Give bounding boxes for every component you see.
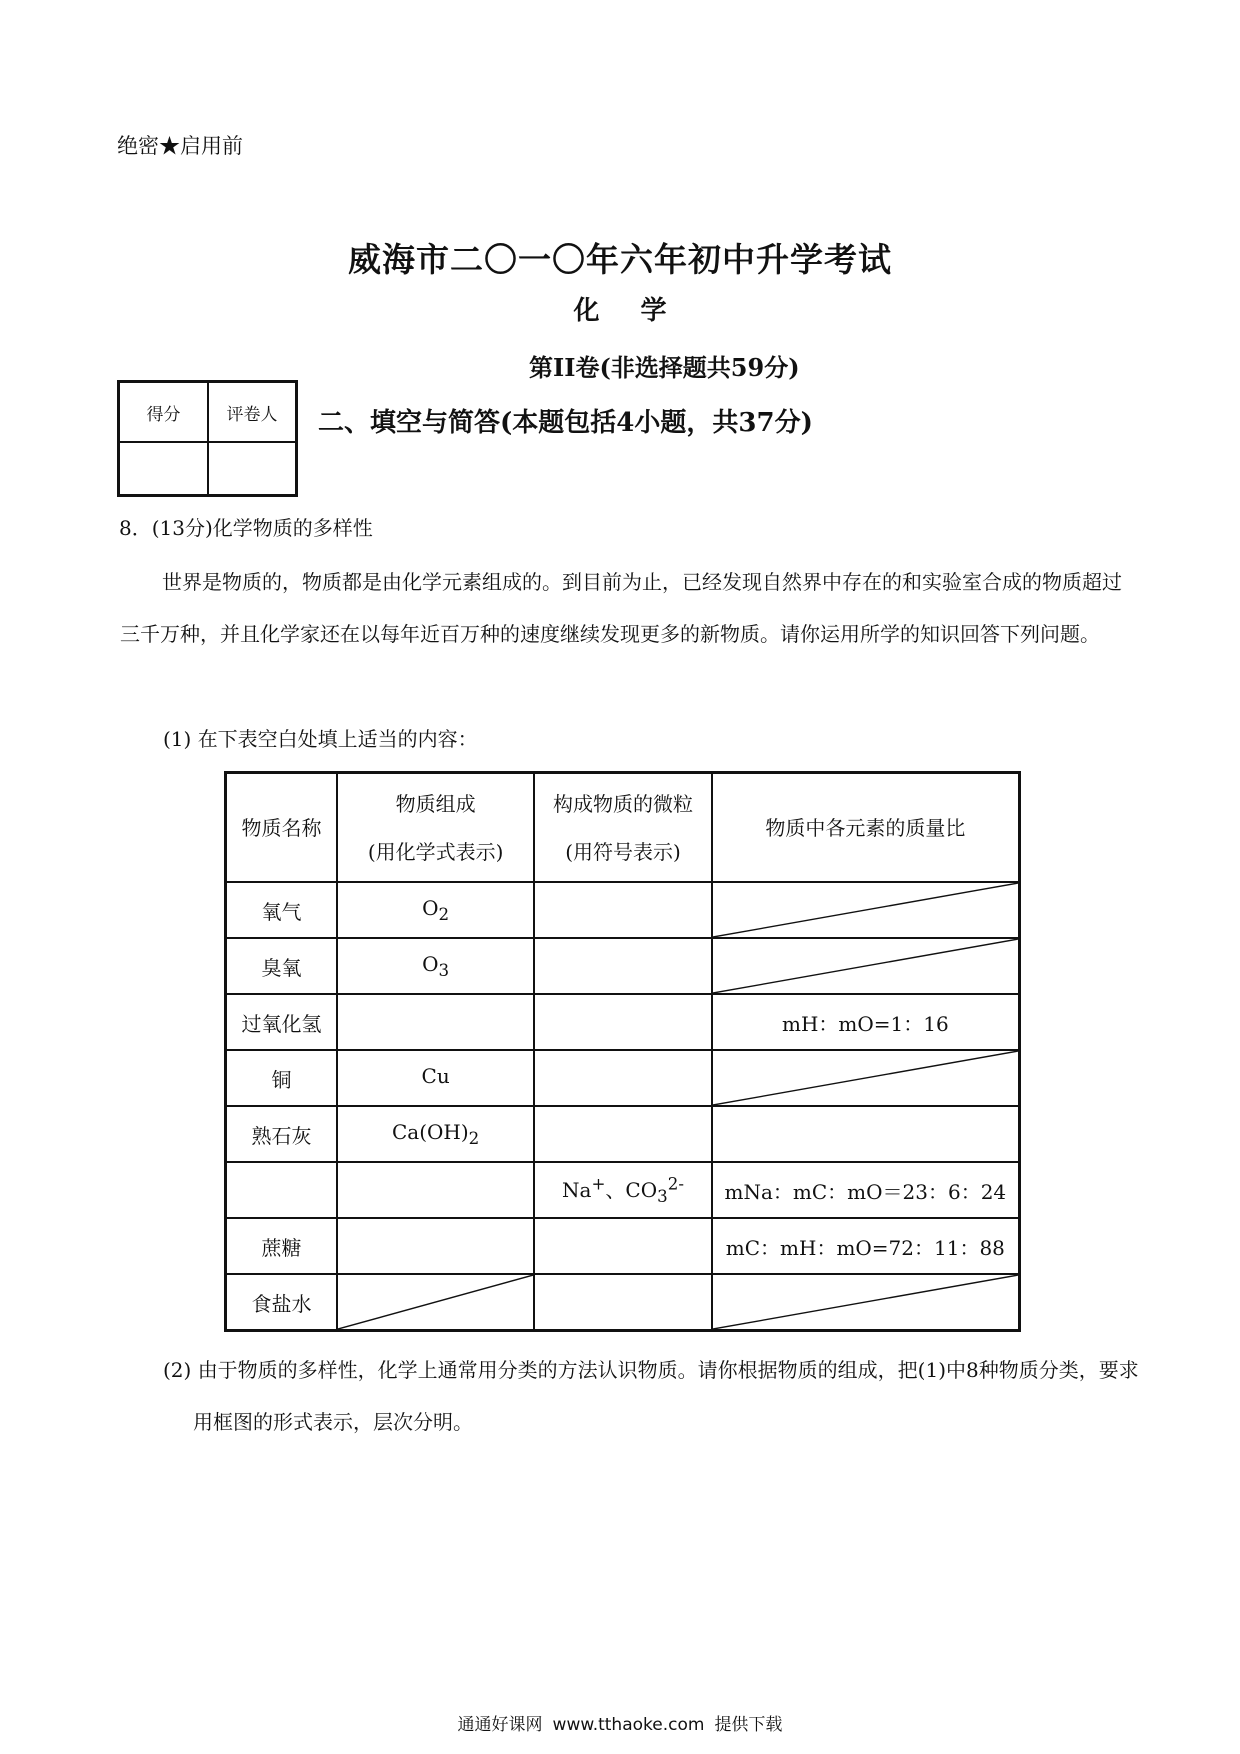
confidential-mark: 绝密★启用前	[117, 134, 243, 158]
header-particles-line1: 构成物质的微粒	[553, 791, 693, 816]
cell-substance-name	[226, 938, 337, 994]
score-label: 得分	[120, 383, 209, 443]
cell-mass-ratio	[712, 1218, 1020, 1274]
cell-mass-ratio	[712, 1274, 1020, 1331]
cell-substance-name	[226, 994, 337, 1050]
cell-particles	[534, 1218, 711, 1274]
formula-subscript: 3	[438, 961, 450, 980]
header-composition	[337, 773, 534, 883]
exam-title: 威海市二〇一〇年六年初中升学考试	[348, 240, 892, 279]
cell-mass-ratio	[712, 882, 1020, 938]
mass-ratio-text: mNa：mC：mO＝23：6：24	[724, 1179, 1007, 1204]
header-particles	[534, 773, 711, 883]
cell-mass-ratio	[712, 1050, 1020, 1106]
cell-particles	[534, 1274, 711, 1331]
diagonal-slash	[713, 883, 1018, 937]
cell-mass-ratio	[712, 1106, 1020, 1162]
cell-substance-name	[226, 882, 337, 938]
cell-particles	[534, 994, 711, 1050]
cell-particles	[534, 938, 711, 994]
cell-formula	[337, 1218, 534, 1274]
cell-formula	[337, 1050, 534, 1106]
footer-suffix: 提供下载	[714, 1715, 783, 1735]
substance-table	[224, 771, 1021, 1332]
formula-subscript: 2	[468, 1129, 480, 1148]
part1-prompt: (1) 在下表空白处填上适当的内容：	[163, 727, 478, 751]
cell-mass-ratio	[712, 994, 1020, 1050]
part2-prompt: (2) 由于物质的多样性，化学上通常用分类的方法认识物质。请你根据物质的组成，把(1)中8种物质分类，要求用框图的形式表示，层次分明。	[163, 1358, 1139, 1434]
substance-name: 蔗糖	[261, 1235, 302, 1260]
section-heading: 二、填空与简答(本题包括4小题，共37分)	[318, 408, 813, 438]
question-intro: 世界是物质的，物质都是由化学元素组成的。到目前为止，已经发现自然界中存在的和实验室合成的物质超过三千万种，并且化学家还在以每年近百万种的速度继续发现更多的新物质。请你运用所学的知识回答下列问题。	[120, 570, 1122, 646]
particle-ion-2: 、CO	[605, 1178, 658, 1202]
table-row	[226, 1218, 1020, 1274]
header-composition-line2: (用化学式表示)	[367, 839, 504, 864]
footer-url: www.tthaoke.com	[552, 1715, 705, 1735]
table-row	[226, 882, 1020, 938]
formula-text: Cu	[421, 1064, 450, 1088]
formula-text: O	[422, 952, 439, 976]
cell-formula	[337, 882, 534, 938]
cell-mass-ratio	[712, 938, 1020, 994]
cell-particles	[534, 882, 711, 938]
subject-title: 化 学	[573, 296, 667, 326]
cell-formula	[337, 1106, 534, 1162]
cell-particles	[534, 1162, 711, 1218]
formula-text: O	[422, 896, 439, 920]
diagonal-slash	[338, 1275, 533, 1329]
diagonal-slash	[713, 1051, 1018, 1105]
cell-formula	[337, 994, 534, 1050]
page-footer	[0, 1710, 1240, 1735]
score-blank	[120, 443, 209, 494]
question-title: 8．(13分)化学物质的多样性	[119, 516, 373, 540]
cell-mass-ratio	[712, 1162, 1020, 1218]
cell-formula	[337, 938, 534, 994]
substance-name: 铜	[271, 1067, 292, 1092]
table-row	[226, 1106, 1020, 1162]
substance-name: 熟石灰	[251, 1123, 312, 1148]
cell-particles	[534, 1106, 711, 1162]
cell-substance-name	[226, 1106, 337, 1162]
mass-ratio-text: mH：mO=1：16	[781, 1011, 949, 1036]
volume-title: 第II卷(非选择题共59分)	[529, 353, 800, 382]
grader-label: 评卷人	[209, 383, 295, 443]
cell-substance-name	[226, 1274, 337, 1331]
table-row	[226, 1162, 1020, 1218]
particle-ion-2-charge: 2-	[667, 1174, 684, 1194]
table-header-row	[226, 773, 1020, 883]
header-name: 物质名称	[226, 773, 337, 883]
substance-name: 食盐水	[251, 1291, 312, 1316]
formula-text: Ca(OH)	[392, 1120, 469, 1144]
substance-name: 过氧化氢	[241, 1011, 322, 1036]
header-particles-line2: (用符号表示)	[565, 839, 681, 864]
table-row	[226, 1050, 1020, 1106]
cell-substance-name	[226, 1162, 337, 1218]
cell-substance-name	[226, 1050, 337, 1106]
cell-formula	[337, 1162, 534, 1218]
header-mass-ratio: 物质中各元素的质量比	[712, 773, 1020, 883]
particle-ion-1-charge: +	[591, 1174, 606, 1194]
substance-name: 氧气	[261, 899, 302, 924]
table-row	[226, 938, 1020, 994]
footer-site-name: 通通好课网	[457, 1715, 543, 1735]
table-row	[226, 1274, 1020, 1331]
cell-formula	[337, 1274, 534, 1331]
mass-ratio-text: mC：mH：mO=72：11：88	[725, 1235, 1005, 1260]
score-box	[117, 380, 298, 497]
table-row	[226, 994, 1020, 1050]
particle-ion-1: Na	[562, 1178, 592, 1202]
cell-substance-name	[226, 1218, 337, 1274]
header-composition-line1: 物质组成	[395, 791, 476, 816]
cell-particles	[534, 1050, 711, 1106]
formula-subscript: 2	[438, 905, 450, 924]
diagonal-slash	[713, 1275, 1018, 1329]
particle-ion-2-subscript: 3	[657, 1187, 668, 1206]
substance-name: 臭氧	[261, 955, 302, 980]
diagonal-slash	[713, 939, 1018, 993]
